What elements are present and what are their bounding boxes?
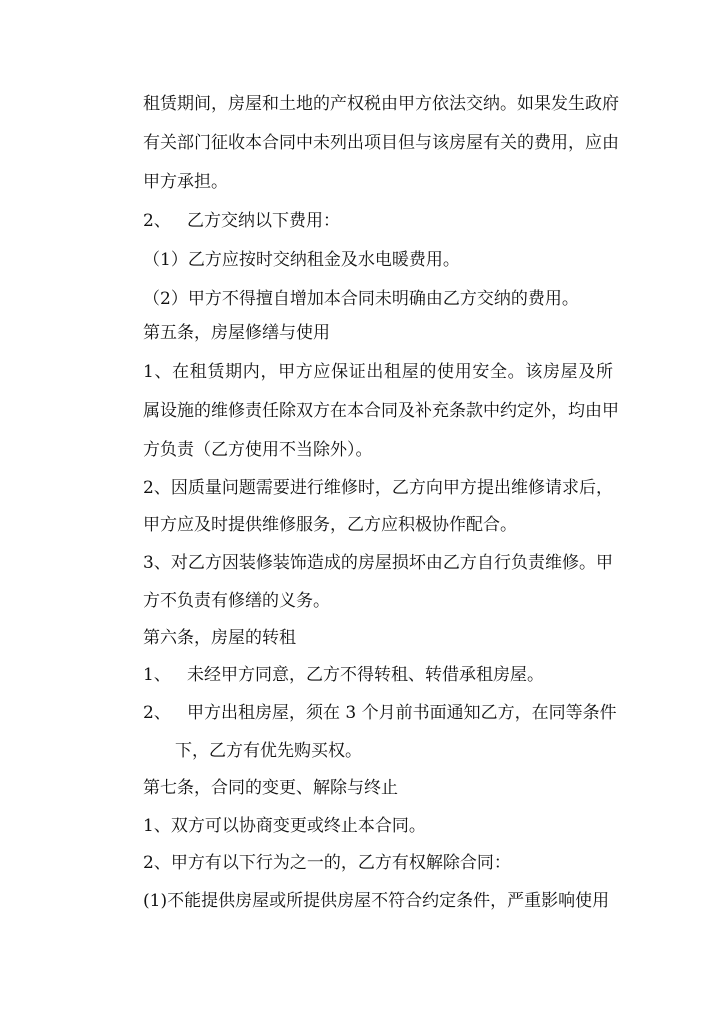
list-item-text: 未经甲方同意，乙方不得转租、转借承租房屋。: [187, 665, 544, 685]
paragraph-line: 甲方承担。: [143, 172, 228, 192]
list-item-text: 甲方出租房屋，须在 3 个月前书面通知乙方，在同等条件: [187, 703, 617, 723]
section-heading: 第六条，房屋的转租: [143, 628, 296, 648]
paragraph-line: 下，乙方有优先购买权。: [175, 741, 362, 761]
paragraph-line: 有关部门征收本合同中未列出项目但与该房屋有关的费用，应由: [143, 133, 619, 153]
list-number: 2、: [143, 211, 171, 231]
paragraph-line: 方不负责有修缮的义务。: [143, 591, 330, 611]
paragraph-line: 1、双方可以协商变更或终止本合同。: [143, 816, 426, 836]
paragraph-line: 属设施的维修责任除双方在本合同及补充条款中约定外，均由甲: [143, 401, 619, 421]
section-heading: 第五条，房屋修缮与使用: [143, 323, 330, 343]
paragraph-line: 1、在租赁期内，甲方应保证出租屋的使用安全。该房屋及所: [143, 362, 613, 382]
paragraph-line: 3、对乙方因装修装饰造成的房屋损坏由乙方自行负责维修。甲: [143, 553, 613, 573]
list-item-text: 乙方交纳以下费用：: [187, 211, 340, 231]
list-item: [143, 207, 340, 235]
paragraph-line: 方负责（乙方使用不当除外）。: [143, 440, 373, 460]
paragraph-line: 2、因质量问题需要进行维修时，乙方向甲方提出维修请求后，: [143, 478, 613, 498]
paragraph-line: （2）甲方不得擅自增加本合同未明确由乙方交纳的费用。: [143, 289, 579, 309]
paragraph-line: 甲方应及时提供维修服务，乙方应积极协作配合。: [143, 515, 517, 535]
list-item: [143, 661, 544, 689]
paragraph-line: (1)不能提供房屋或所提供房屋不符合约定条件，严重影响使用: [143, 891, 610, 911]
paragraph-line: （1）乙方应按时交纳租金及水电暖费用。: [143, 250, 460, 270]
paragraph-line: 租赁期间，房屋和土地的产权税由甲方依法交纳。如果发生政府: [143, 94, 619, 114]
list-number: 1、: [143, 665, 171, 685]
list-item: [143, 699, 617, 727]
paragraph-line: 2、甲方有以下行为之一的，乙方有权解除合同：: [143, 853, 511, 873]
section-heading: 第七条，合同的变更、解除与终止: [143, 778, 398, 798]
list-number: 2、: [143, 703, 171, 723]
